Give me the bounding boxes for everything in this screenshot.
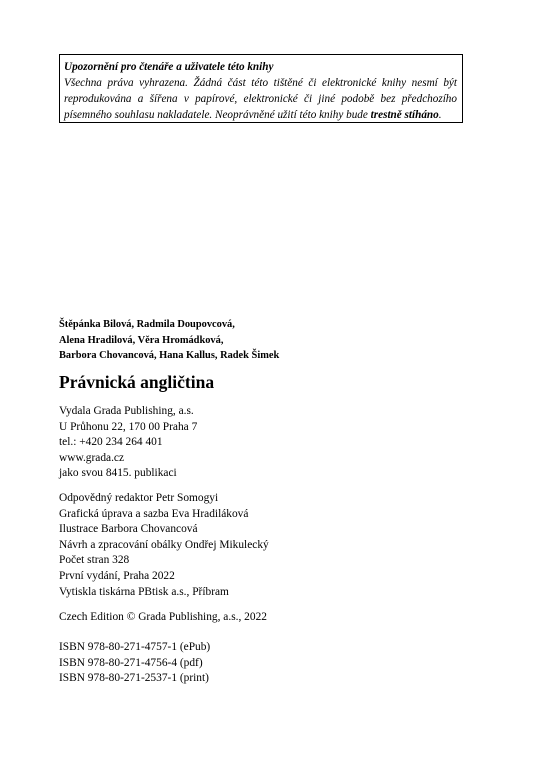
isbn-pdf: ISBN 978-80-271-4756-4 (pdf) — [59, 656, 203, 669]
credit-illustrations: Ilustrace Barbora Chovancová — [59, 523, 198, 536]
isbn-list — [59, 640, 210, 687]
publisher-info — [59, 404, 197, 482]
credit-editor: Odpovědný redaktor Petr Somogyi — [59, 492, 219, 504]
book-title: Právnická angličtina — [59, 372, 215, 392]
notice-text-bold: trestně stíháno — [370, 109, 439, 121]
notice-text — [64, 75, 457, 123]
publisher-website: www.grada.cz — [59, 451, 125, 464]
credit-cover: Návrh a zpracování obálky Ondřej Mikulecký — [59, 538, 269, 551]
author-line: Barbora Chovancová, Hana Kallus, Radek Šimek — [59, 350, 280, 361]
publication-number: jako svou 8415. publikaci — [59, 467, 177, 480]
publisher-phone: tel.: +420 234 264 401 — [59, 436, 163, 449]
page-count: Počet stran 328 — [59, 554, 130, 567]
author-line: Štěpánka Bilová, Radmila Doupovcová, — [59, 319, 235, 330]
author-line: Alena Hradilová, Věra Hromádková, — [59, 334, 224, 346]
notice-text-end: . — [438, 109, 442, 121]
isbn-epub: ISBN 978-80-271-4757-1 (ePub) — [59, 641, 211, 653]
copyright-notice-box — [59, 54, 463, 123]
notice-title: Upozornění pro čtenáře a uživatele této knihy — [64, 61, 274, 73]
credit-typesetting: Grafická úprava a sazba Eva Hradiláková — [59, 507, 249, 520]
credits-info — [59, 491, 269, 600]
printer: Vytiskla tiskárna PBtisk a.s., Příbram — [59, 585, 229, 598]
publisher-address: U Průhonu 22, 170 00 Praha 7 — [59, 420, 198, 433]
copyright-line: Czech Edition © Grada Publishing, a.s., 2022 — [59, 611, 267, 623]
publisher-name: Vydala Grada Publishing, a.s. — [59, 405, 194, 417]
isbn-print: ISBN 978-80-271-2537-1 (print) — [59, 672, 209, 685]
notice-text-main: Všechna práva vyhrazena. Žádná část této tištěné či elektronické knihy nesmí být reprodukována a šířena v papírové, elektronické či jiné podobě bez předchozího písemného souhlasu nakladatele. Neoprávněné užití této knihy bude — [64, 77, 457, 121]
author-list — [59, 317, 279, 364]
edition: První vydání, Praha 2022 — [59, 569, 175, 582]
